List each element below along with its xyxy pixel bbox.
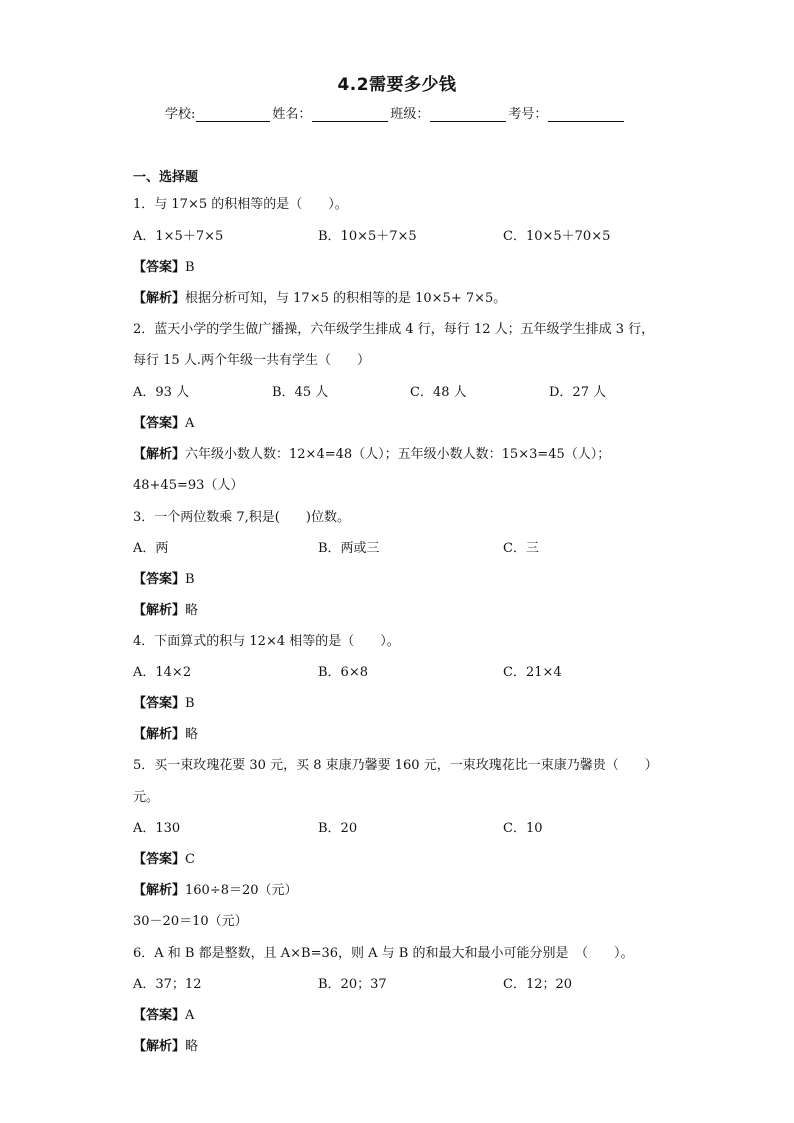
question-6-option-c: C．12；20 bbox=[503, 977, 573, 992]
school-blank[interactable] bbox=[196, 107, 270, 122]
question-5-answer bbox=[133, 848, 195, 867]
analysis-text: 略 bbox=[185, 727, 199, 742]
analysis-tag: 【解析】 bbox=[133, 883, 186, 898]
question-3-stem: 3．一个两位数乘 7,积是( )位数。 bbox=[133, 510, 350, 525]
question-1-option-b: B．10×5＋7×5 bbox=[318, 229, 417, 244]
question-4-answer bbox=[133, 692, 195, 711]
question-3-analysis bbox=[133, 599, 198, 618]
question-3-option-b: B．两或三 bbox=[318, 541, 380, 556]
question-4-option-b: B．6×8 bbox=[318, 665, 368, 680]
answer-value: B bbox=[185, 572, 195, 587]
analysis-tag: 【解析】 bbox=[133, 1039, 186, 1054]
answer-value: B bbox=[185, 696, 195, 711]
answer-value: A bbox=[185, 1008, 195, 1023]
question-2-stem-line-1: 2．蓝天小学的学生做广播操，六年级学生排成 4 行，每行 12 人；五年级学生排成 3 行， bbox=[133, 322, 655, 337]
analysis-tag: 【解析】 bbox=[133, 447, 186, 462]
question-1-stem: 1．与 17×5 的积相等的是（ ）。 bbox=[133, 197, 348, 212]
analysis-tag: 【解析】 bbox=[133, 727, 186, 742]
school-label: 学校: bbox=[165, 107, 196, 122]
answer-tag: 【答案】 bbox=[133, 696, 186, 711]
page-title: 4.2需要多少钱 bbox=[337, 75, 457, 95]
exam-no-blank[interactable] bbox=[548, 107, 624, 122]
question-4-analysis bbox=[133, 723, 198, 742]
question-1-option-c: C．10×5＋70×5 bbox=[503, 229, 611, 244]
analysis-text: 六年级小数人数：12×4=48（人）；五年级小数人数：15×3=45（人）； bbox=[185, 447, 611, 462]
answer-value: B bbox=[185, 260, 195, 275]
analysis-text: 略 bbox=[185, 1039, 199, 1054]
class-label: 班级： bbox=[390, 107, 430, 122]
name-blank[interactable] bbox=[312, 107, 388, 122]
question-2-analysis bbox=[133, 443, 610, 462]
question-2-option-b: B．45 人 bbox=[272, 385, 329, 400]
analysis-tag: 【解析】 bbox=[133, 603, 186, 618]
analysis-text: 略 bbox=[185, 603, 199, 618]
name-label: 姓名： bbox=[272, 107, 312, 122]
question-3-answer bbox=[133, 568, 195, 587]
answer-tag: 【答案】 bbox=[133, 260, 186, 275]
section-heading: 一、选择题 bbox=[133, 170, 199, 185]
question-6-option-b: B．20；37 bbox=[318, 977, 387, 992]
answer-tag: 【答案】 bbox=[133, 852, 186, 867]
question-6-analysis bbox=[133, 1035, 198, 1054]
answer-value: A bbox=[185, 416, 195, 431]
question-5-analysis-line-2: 30－20＝10（元） bbox=[133, 914, 248, 929]
question-5-option-c: C．10 bbox=[503, 821, 543, 836]
question-3-option-a: A．两 bbox=[133, 541, 169, 556]
class-blank[interactable] bbox=[430, 107, 506, 122]
question-2-answer bbox=[133, 412, 194, 431]
question-6-stem: 6．A 和 B 都是整数，且 A×B=36，则 A 与 B 的和最大和最小可能分别是 （ ）。 bbox=[133, 946, 634, 961]
question-2-option-c: C．48 人 bbox=[410, 385, 467, 400]
answer-value: C bbox=[185, 852, 195, 867]
analysis-text: 根据分析可知，与 17×5 的积相等的是 10×5+ 7×5。 bbox=[185, 291, 507, 306]
question-3-option-c: C．三 bbox=[503, 541, 539, 556]
question-5-stem-line-2: 元。 bbox=[133, 790, 160, 805]
question-1-option-a: A．1×5＋7×5 bbox=[133, 229, 224, 244]
question-5-analysis bbox=[133, 879, 298, 898]
analysis-tag: 【解析】 bbox=[133, 291, 186, 306]
question-6-option-a: A．37；12 bbox=[133, 977, 202, 992]
student-info-row bbox=[165, 103, 635, 122]
question-5-stem-line-1: 5．买一束玫瑰花要 30 元，买 8 束康乃馨要 160 元，一束玫瑰花比一束康乃馨贵（ ） bbox=[133, 758, 658, 773]
analysis-text: 160÷8＝20（元） bbox=[185, 883, 298, 898]
answer-tag: 【答案】 bbox=[133, 416, 186, 431]
question-6-answer bbox=[133, 1004, 194, 1023]
question-5-option-a: A．130 bbox=[133, 821, 181, 836]
question-5-option-b: B．20 bbox=[318, 821, 358, 836]
question-2-stem-line-2: 每行 15 人.两个年级一共有学生（ ） bbox=[133, 353, 370, 368]
question-4-option-a: A．14×2 bbox=[133, 665, 192, 680]
question-2-option-d: D．27 人 bbox=[549, 385, 607, 400]
question-4-option-c: C．21×4 bbox=[503, 665, 562, 680]
question-4-stem: 4．下面算式的积与 12×4 相等的是（ ）。 bbox=[133, 634, 400, 649]
exam-no-label: 考号： bbox=[508, 107, 548, 122]
question-2-analysis-line-2: 48+45=93（人） bbox=[133, 478, 244, 493]
question-1-answer bbox=[133, 256, 195, 275]
question-2-option-a: A．93 人 bbox=[133, 385, 190, 400]
question-1-analysis bbox=[133, 287, 506, 306]
answer-tag: 【答案】 bbox=[133, 572, 186, 587]
answer-tag: 【答案】 bbox=[133, 1008, 186, 1023]
